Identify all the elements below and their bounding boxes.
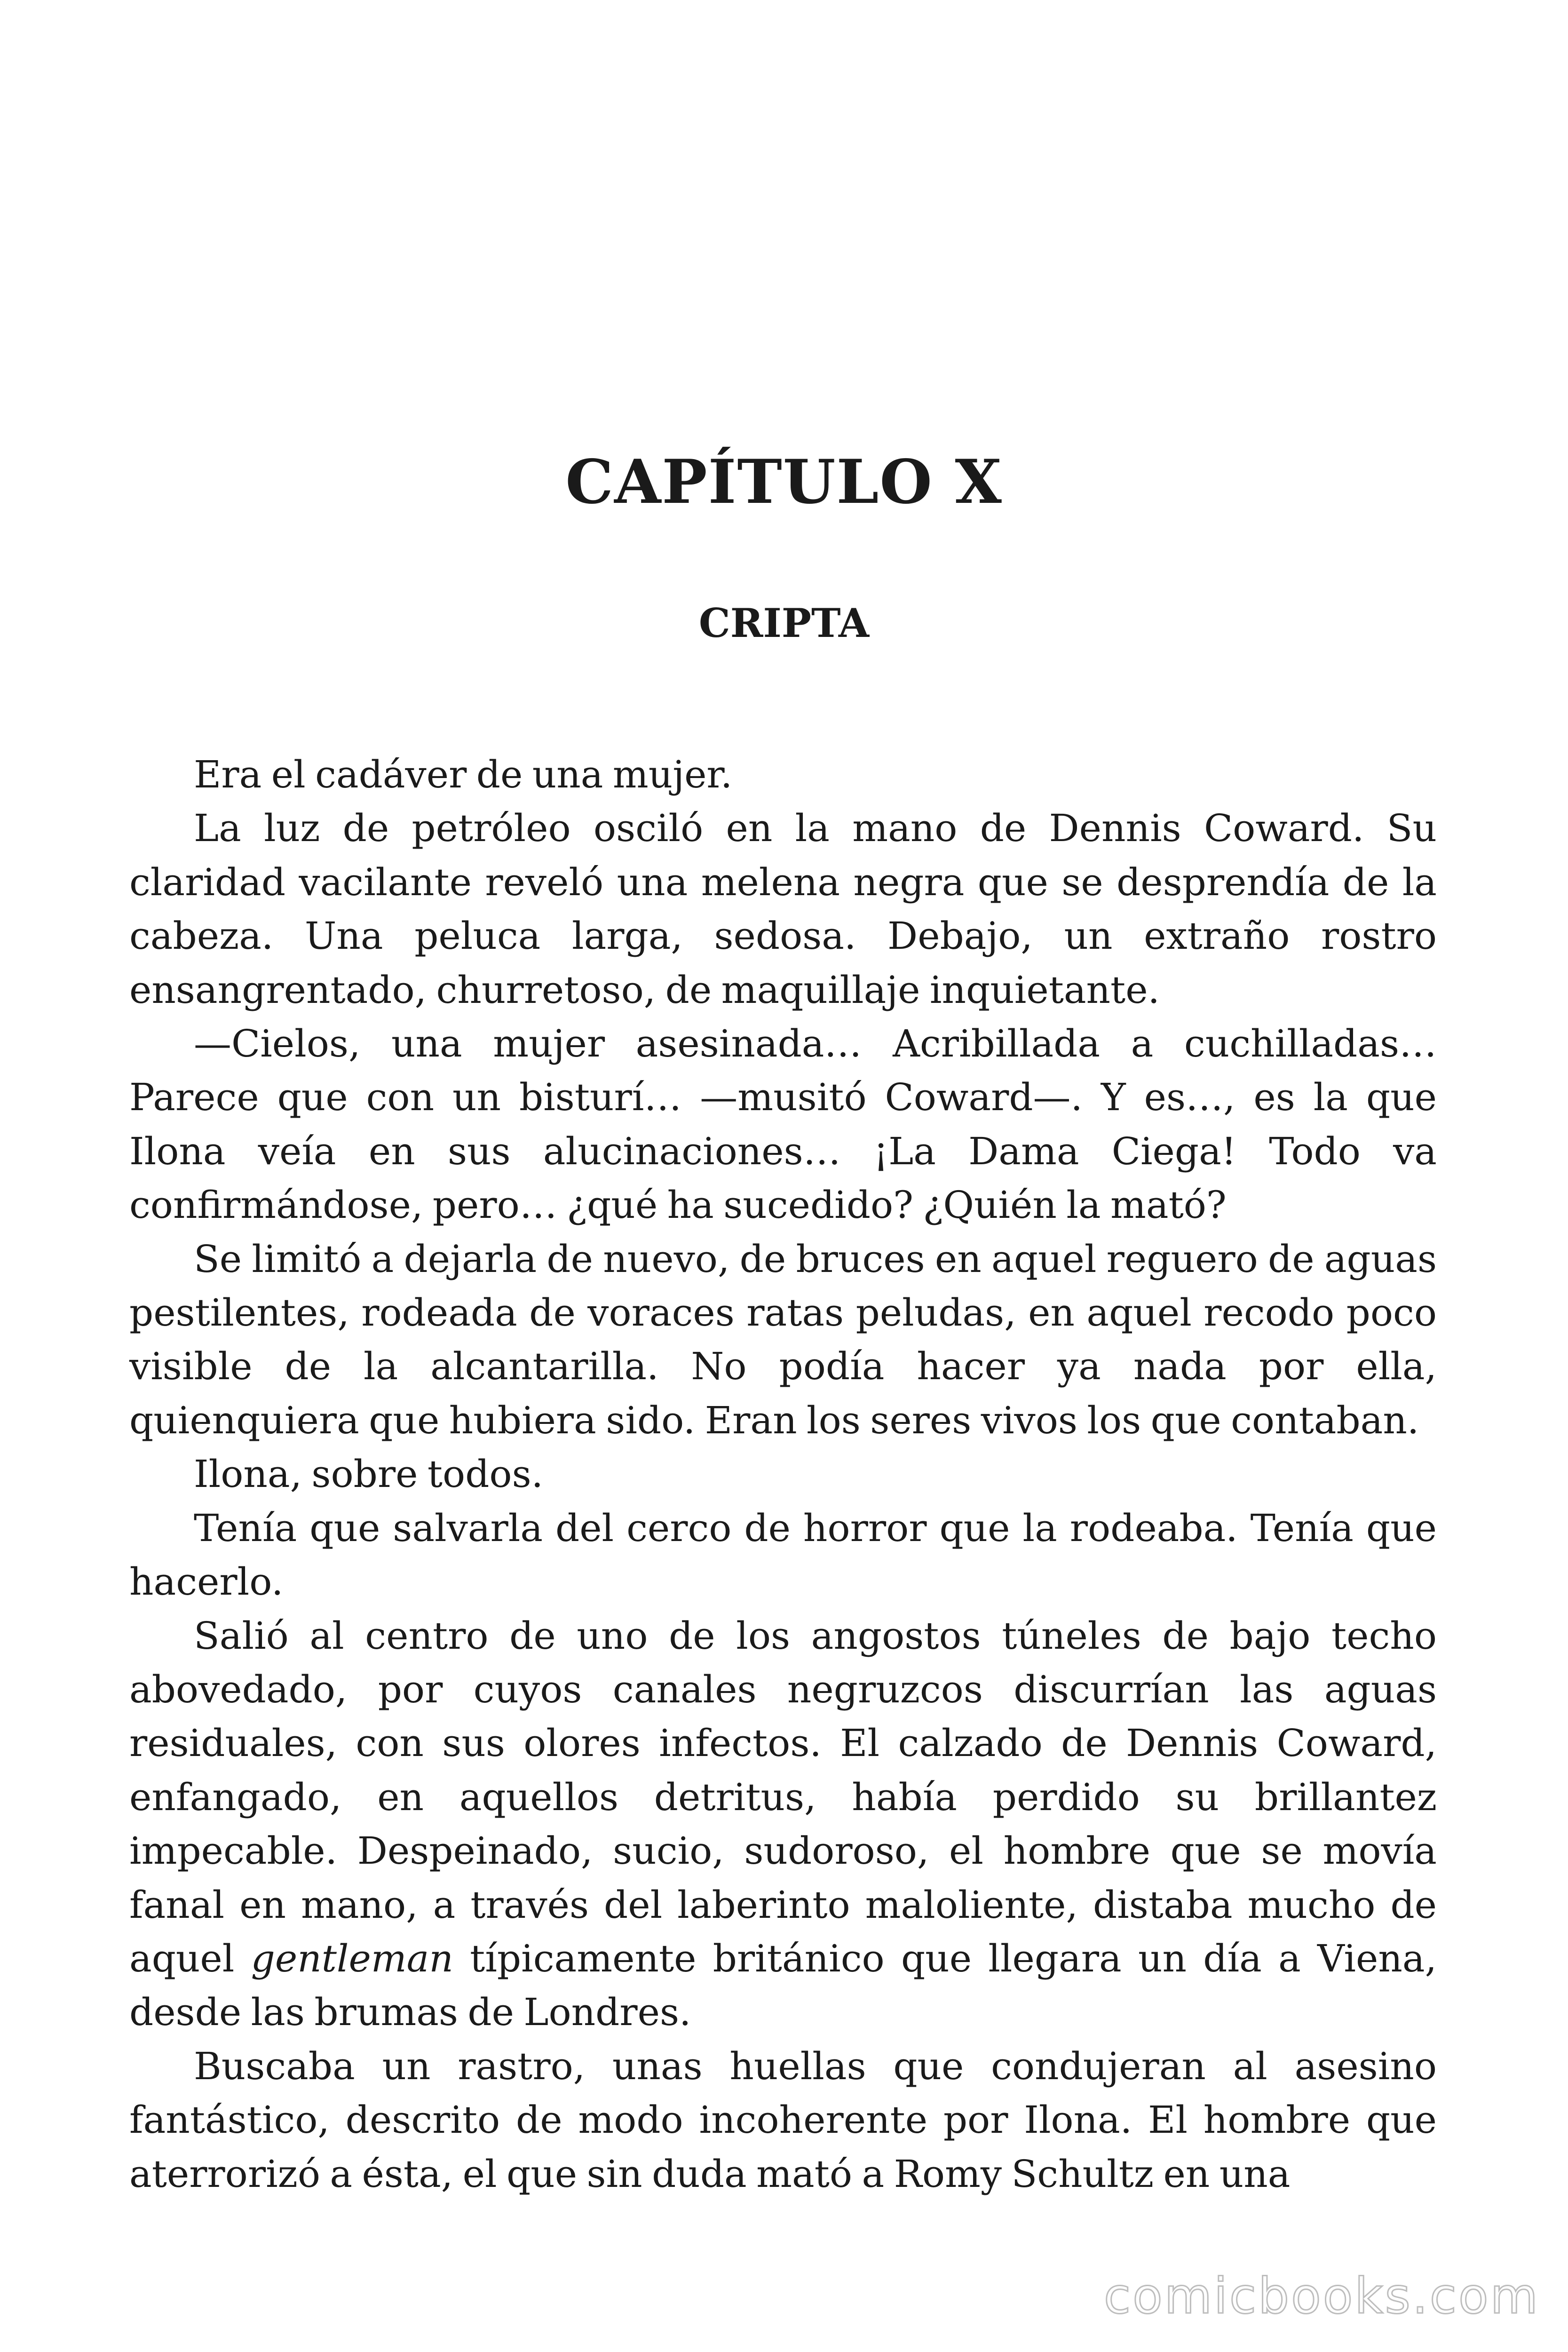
paragraph: Se limitó a dejarla de nuevo, de bruces en aquel reguero de aguas pestilentes, rodeada de voraces ratas peludas, en aquel recodo poco visible de la alcantarilla. No podía hacer ya nada por ella, quienquiera que hubiera sido. Eran los seres vivos los que contaban. bbox=[129, 1237, 1437, 1442]
paragraph: Ilona, sobre todos. bbox=[194, 1452, 544, 1496]
paragraph: Buscaba un rastro, unas huellas que condujeran al asesino fantástico, descrito de modo incoherente por Ilona. El hombre que aterrorizó a ésta, el que sin duda mató a Romy Schultz en una bbox=[129, 2044, 1437, 2196]
italic-word: gentleman bbox=[251, 1936, 453, 1980]
watermark-logo: comicbooks.com bbox=[1103, 2267, 1540, 2325]
paragraph: La luz de petróleo osciló en la mano de Dennis Coward. Su claridad vacilante reveló una melena negra que se desprendía de la cabeza. Una peluca larga, sedosa. Debajo, un extraño rostro ensangrentado, churretoso, de maquillaje inquietante. bbox=[129, 806, 1437, 1012]
paragraph-text: Salió al centro de uno de los angostos túneles de bajo techo abovedado, por cuyos canales negruzcos discurrían las aguas residuales, con sus olores infectos. El calzado de Dennis Coward, enfangado, en aquellos detritus, había perdido su brillantez impecable. Despeinado, sucio, sudoroso, el hombre que se movía fanal en mano, a través del laberinto maloliente, distaba mucho de aquel bbox=[129, 1613, 1437, 1980]
paragraph: —Cielos, una mujer asesinada… Acribillada a cuchilladas… Parece que con un bisturí… —musitó Coward—. Y es…, es la que Ilona veía en sus alucinaciones… ¡La Dama Ciega! Todo va confirmándose, pero… ¿qué ha sucedido? ¿Quién la mató? bbox=[129, 1022, 1437, 1227]
paragraph: Era el cadáver de una mujer. bbox=[194, 753, 733, 796]
paragraph-with-italic bbox=[129, 1609, 1437, 2040]
chapter-title: CAPÍTULO X bbox=[565, 447, 1003, 517]
chapter-subtitle: CRIPTA bbox=[698, 600, 870, 646]
paragraph-text-tail: típicamente británico que llegara un día a Viena, desde las brumas de Londres. bbox=[129, 1936, 1437, 2034]
paragraph: Tenía que salvarla del cerco de horror que la rodeaba. Tenía que hacerlo. bbox=[129, 1506, 1437, 1604]
chapter-body bbox=[129, 748, 1437, 2201]
